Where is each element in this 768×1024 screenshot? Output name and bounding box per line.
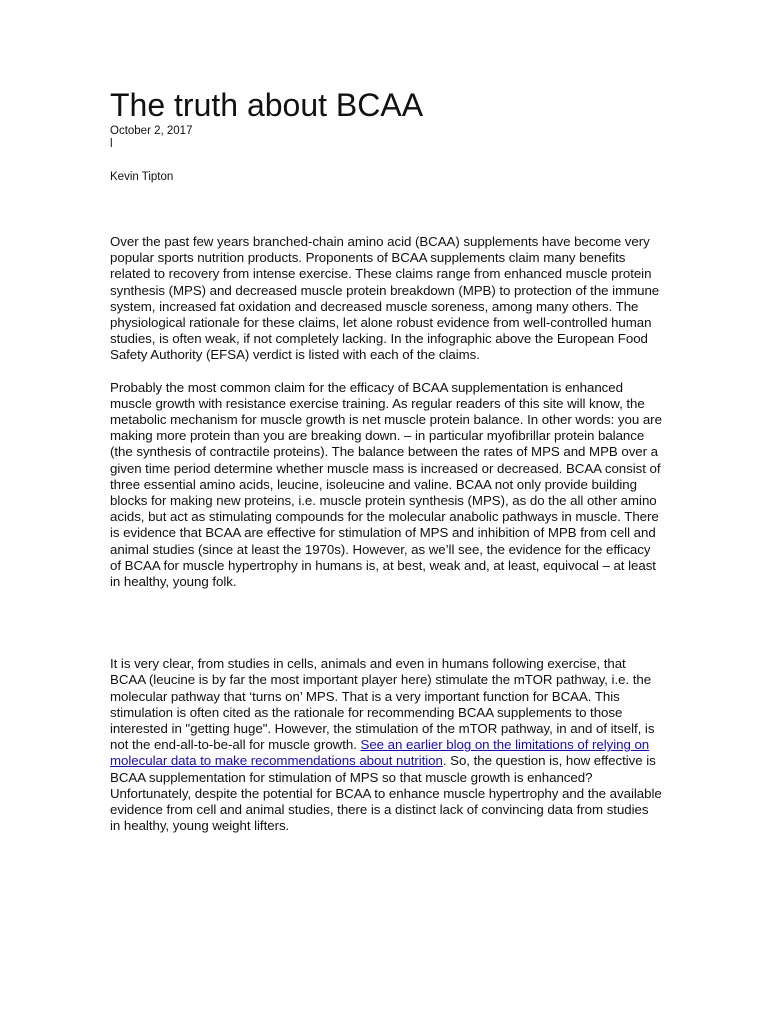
earlier-blog-link[interactable]: See an earlier blog on the limitations of relying on molecular data to make recommendations about nutrition — [110, 737, 650, 769]
paragraph-1: Over the past few years branched-chain amino acid (BCAA) supplements have become very popular sports nutrition products. Proponents of BCAA supplements claim many benefits related to recovery from intense exercise. These claims range from enhanced muscle protein synthesis (MPS) and decreased muscle protein breakdown (MPB) to protection of the immune system, increased fat oxidation and decreased muscle soreness, among many others. The physiological rationale for these claims, let alone robust evidence from well-controlled human studies, is often weak, if not completely lacking. In the infographic above the European Food Safety Authority (EFSA) verdict is listed with each of the claims. — [110, 234, 660, 363]
article-author: Kevin Tipton — [110, 171, 174, 183]
paragraph-3-intro: It is very clear, from studies in cells, animals and even in humans following exercise, that BCAA (leucine is by far the most important player here) stimulate the mTOR pathway, i.e. the molecular pathway that ‘turns on’ MPS. That is a very important function for BCAA. This stimulation is often cited as the rationale for recommending BCAA supplements to those interested in "getting huge". However, the stimulation of the mTOR pathway, in and of itself, is not the end-all-to-be-all for muscle growth. — [110, 656, 655, 753]
paragraph-2: Probably the most common claim for the efficacy of BCAA supplementation is enhanced muscle growth with resistance exercise training. As regular readers of this site will know, the metabolic mechanism for muscle growth is net muscle protein balance. In other words: you are making more protein than you are breaking down. – in particular myofibrillar protein balance (the synthesis of contractile proteins). The balance between the rates of MPS and MPB over a given time period determine whether muscle mass is increased or decreased. BCAA consist of three essential amino acids, leucine, isoleucine and valine. BCAA not only provide building blocks for making new proteins, i.e. muscle protein synthesis (MPS), as do the all other amino acids, but act as stimulating compounds for the molecular anabolic pathways in muscle. There is evidence that BCAA are effective for stimulation of MPS and inhibition of MPB from cell and animal studies (since at least the 1970s). However, as we’ll see, the evidence for the efficacy of BCAA for muscle hypertrophy in humans is, at best, weak and, at least, equivocal – at least in healthy, young folk. — [110, 379, 662, 590]
paragraph-3 — [110, 656, 662, 834]
article-title: The truth about BCAA — [110, 87, 424, 123]
paragraph-3-outro: . So, the question is, how effective is BCAA supplementation for stimulation of MPS so that muscle growth is enhanced? Unfortunately, despite the potential for BCAA to enhance muscle hypertrophy and the available evidence from cell and animal studies, there is a distinct lack of convincing data from studies in healthy, young weight lifters. — [110, 753, 662, 834]
separator-mark: l — [110, 138, 113, 150]
article — [110, 86, 662, 835]
article-date: October 2, 2017 — [110, 125, 193, 137]
